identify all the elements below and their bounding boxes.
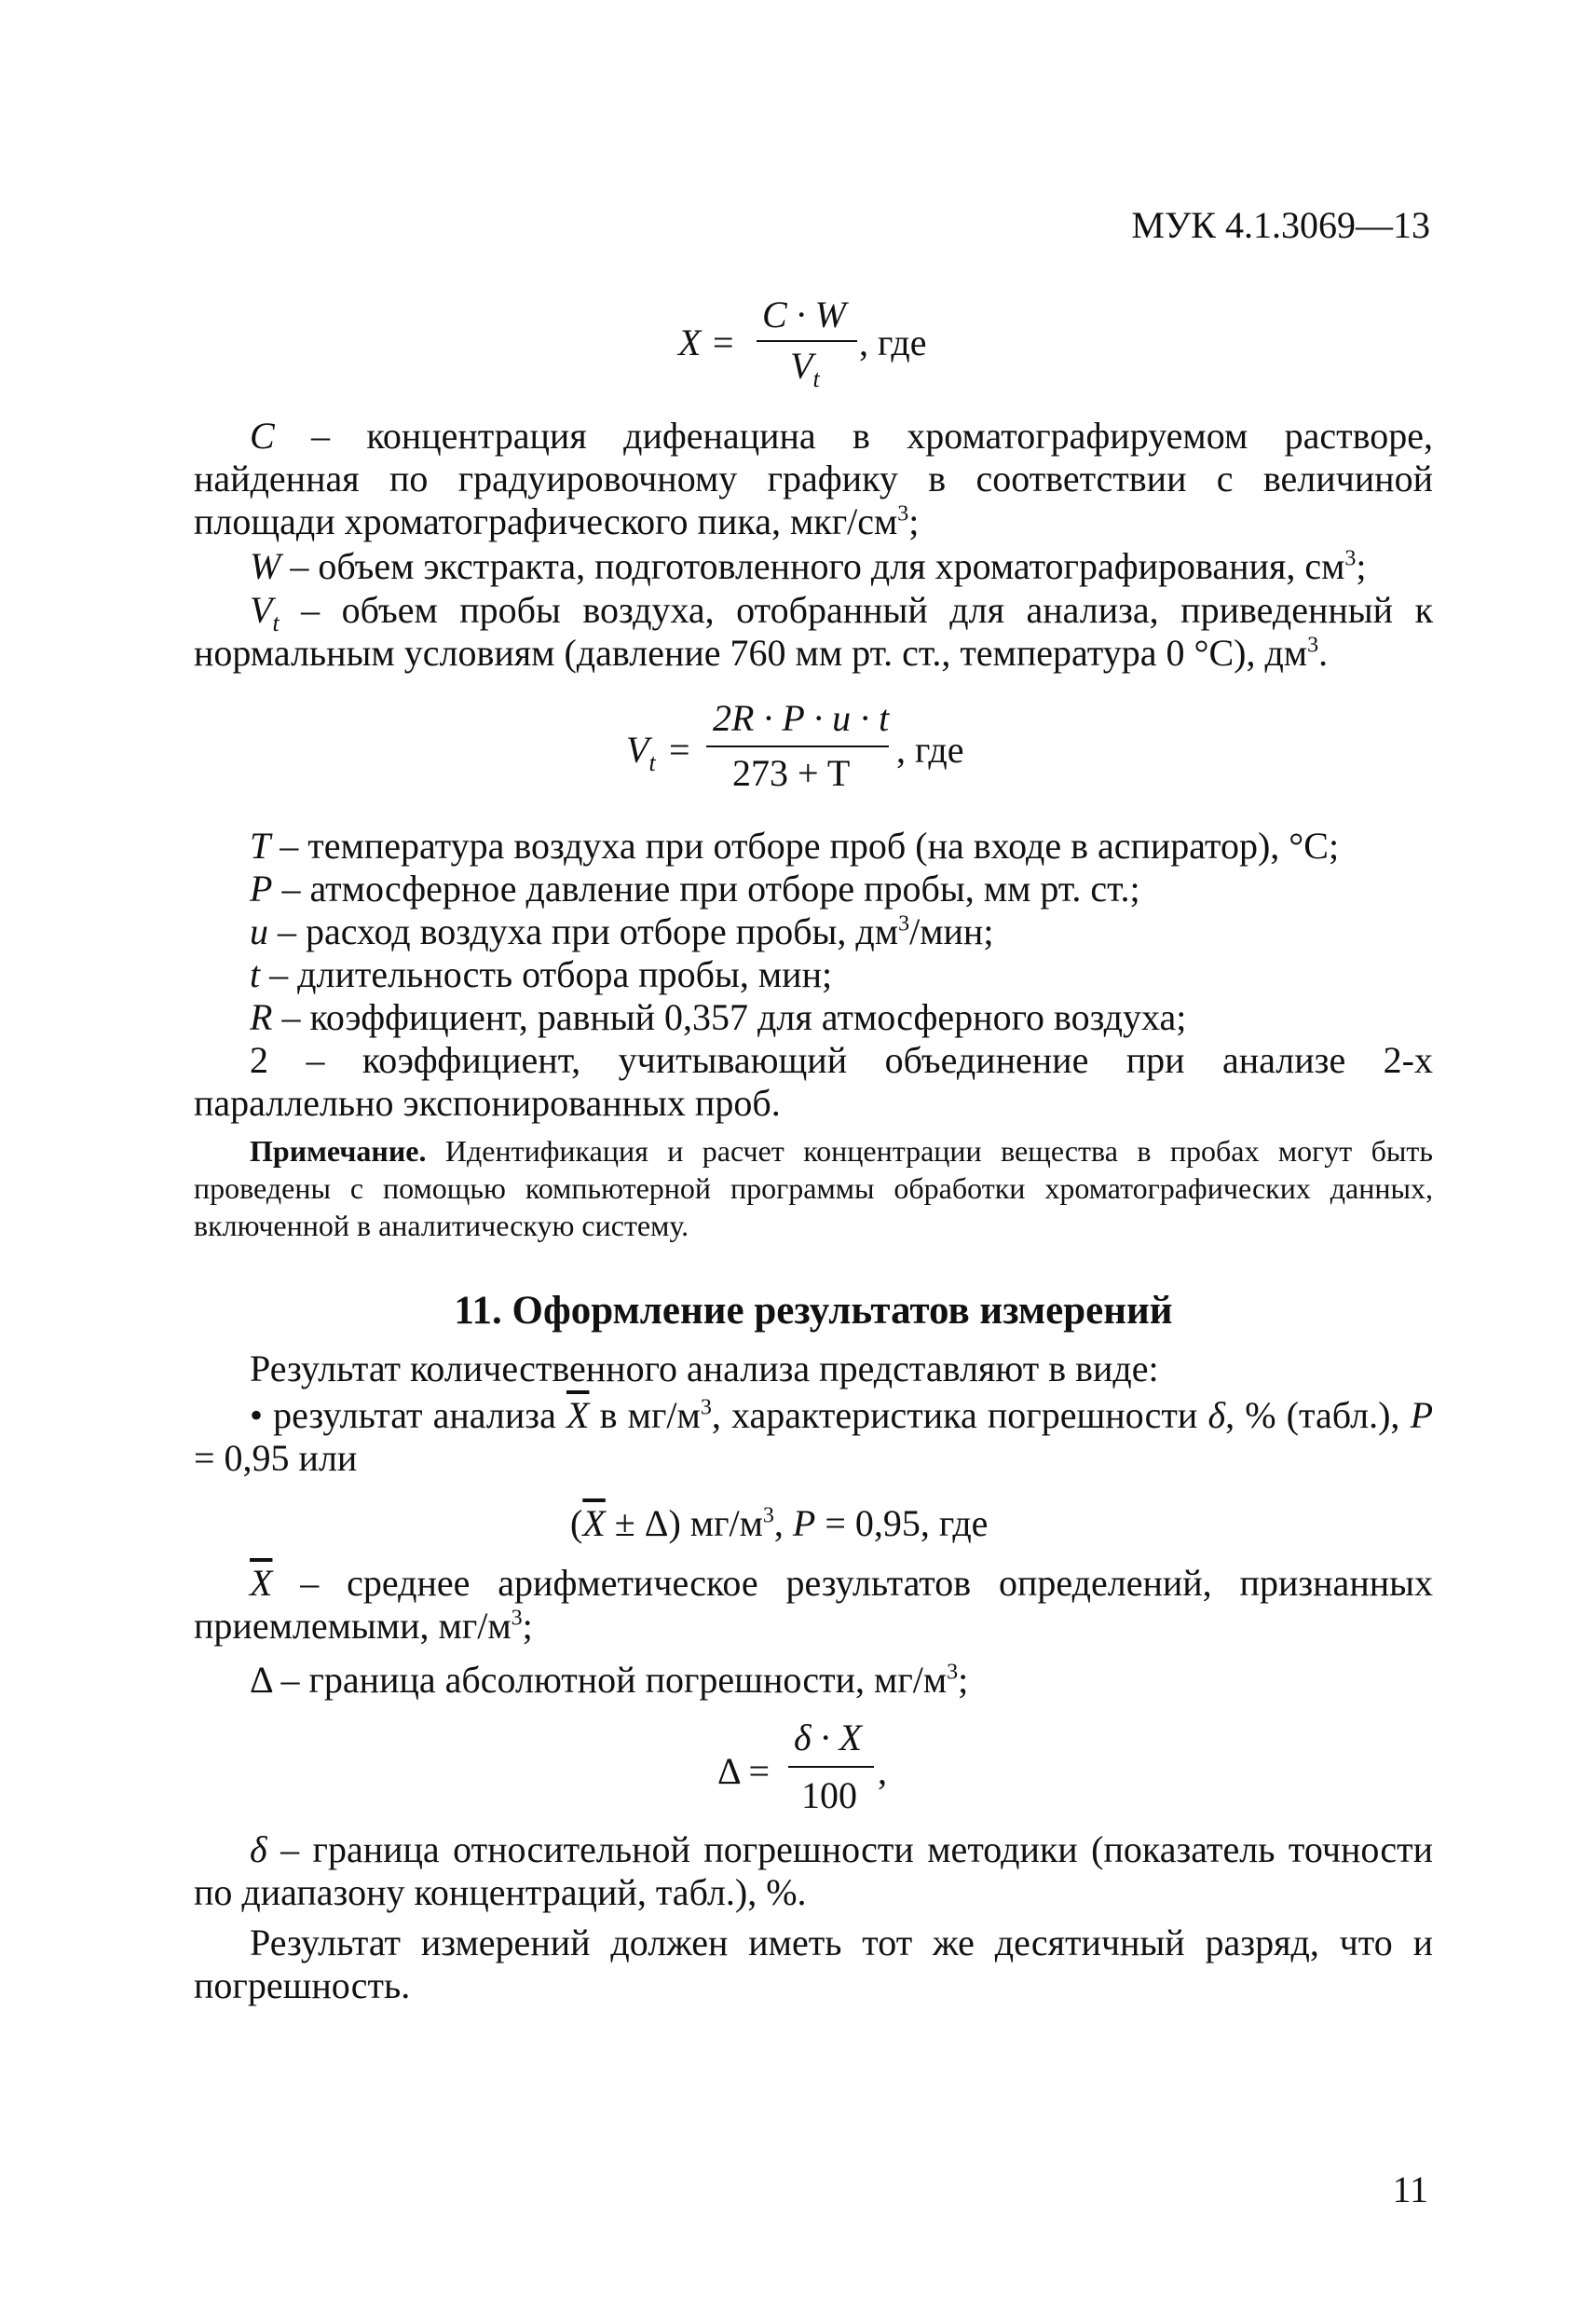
formula-delta-suffix: ,	[878, 1750, 887, 1792]
formula-x-denominator: $V_t$	[790, 345, 820, 392]
definition-t-duration: t – длительность отбора пробы, мин;	[250, 953, 833, 995]
results-formula: $(\overline{X} \pm \Delta)$ $мг/м^3$, P = 0,95, где	[570, 1502, 989, 1544]
final-paragraph: Результат измерений должен иметь тот же десятичный разряд, что и погрешность.	[194, 1922, 1433, 2006]
definition-p: P – атмосферное давление при отборе пробы, мм рт. ст.;	[250, 868, 1140, 910]
section-heading: 11. Оформление результатов измерений	[454, 1289, 1173, 1333]
definition-xbar: $\overline{X}$ – среднее арифметическое результатов определений, признанных приемлемыми, $мг/м^3$;	[194, 1562, 1433, 1647]
formula-x-fraction-bar	[757, 340, 857, 342]
page-number: 11	[1392, 2168, 1428, 2210]
formula-vt-fraction-bar	[706, 746, 889, 747]
results-bullet: • результат анализа $\overline{X}$ в $мг/м^3$, характеристика погрешности δ, % (табл.), P = 0,95 или	[194, 1394, 1434, 1479]
note: Примечание. Идентификация и расчет концентрации вещества в пробах могут быть проведены с помощью компьютерной программы обработки хроматографических данных, включенной в аналитическую систему.	[194, 1134, 1433, 1242]
definition-two: 2 – коэффициент, учитывающий объединение при анализе 2-х параллельно экспонированных проб.	[194, 1039, 1433, 1124]
formula-x-numerator: C · W	[762, 294, 846, 335]
definition-c: C – концентрация дифенацина в хроматографируемом растворе, найденная по градуировочному графику в соответствии с величиной площади хроматографического пика, мкг/$см^3$;	[194, 415, 1433, 542]
formula-delta-fraction-bar	[788, 1766, 874, 1768]
definition-small-delta: δ – граница относительной погрешности методики (показатель точности по диапазону концентраций, табл.), %.	[194, 1828, 1433, 1913]
formula-x-suffix: , где	[859, 321, 927, 363]
formula-vt-equals: =	[669, 729, 690, 771]
definition-delta: Δ – граница абсолютной погрешности, $мг/м^3$;	[250, 1659, 969, 1701]
formula-vt-numerator: 2R · P · u · t	[713, 697, 890, 739]
formula-vt-lhs: $V_t$	[626, 729, 656, 776]
definition-u: u – расход воздуха при отборе пробы, $дм^3$/мин;	[250, 910, 994, 952]
formula-delta-numerator: δ · X	[794, 1717, 863, 1758]
formula-delta-denominator: 100	[801, 1774, 857, 1816]
formula-delta-lhs: Δ =	[717, 1750, 771, 1792]
formula-vt-suffix: , где	[896, 729, 964, 771]
document-code: МУК 4.1.3069—13	[1131, 204, 1430, 246]
definition-w: W – объем экстракта, подготовленного для хроматографирования, $см^3$;	[250, 545, 1367, 587]
note-label: Примечание.	[250, 1134, 427, 1168]
definition-vt: $V_t$ – объем пробы воздуха, отобранный для анализа, приведенный к нормальным условиям (давление 760 мм рт. ст., температура 0 °С), $дм^3$.	[194, 589, 1433, 674]
results-intro: Результат количественного анализа представляют в виде:	[250, 1348, 1159, 1389]
formula-x-lhs: X =	[678, 321, 736, 363]
definition-t-temp: T – температура воздуха при отборе проб (на входе в аспиратор), °С;	[250, 825, 1340, 867]
definition-r: R – коэффициент, равный 0,357 для атмосферного воздуха;	[250, 996, 1187, 1038]
formula-vt-denominator: 273 + T	[732, 752, 851, 794]
